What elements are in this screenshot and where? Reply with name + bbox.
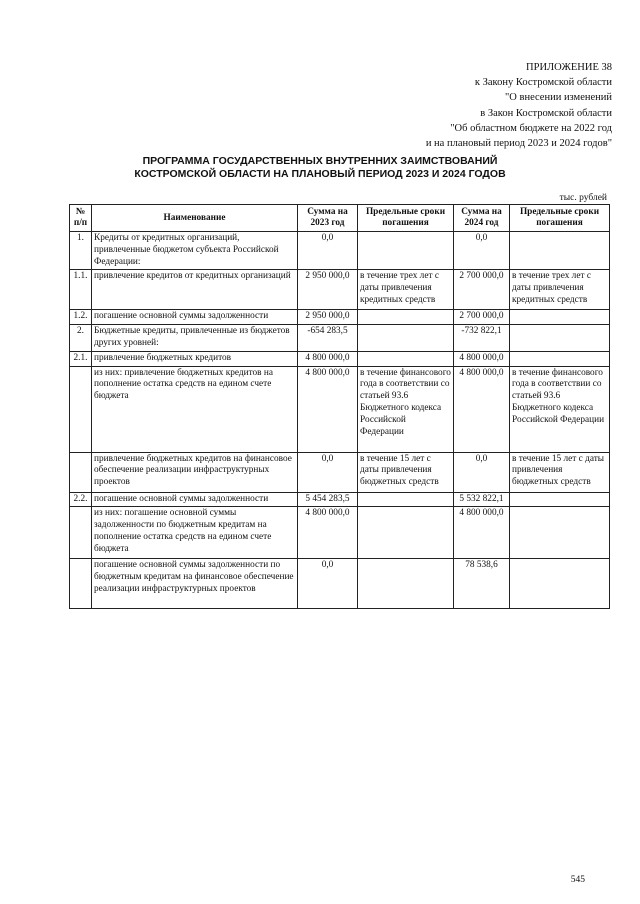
row-name: привлечение бюджетных кредитов (92, 351, 298, 366)
row-term-2024: в течение трех лет с даты привлечения кредитных средств (510, 270, 610, 310)
row-sum-2023: 0,0 (298, 232, 358, 270)
row-term-2024 (510, 325, 610, 352)
row-term-2023: в течение финансового года в соответствии со статьей 93.6 Бюджетного кодекса Российской Федерации (358, 366, 454, 452)
table-row (70, 559, 610, 609)
row-term-2023 (358, 325, 454, 352)
row-term-2023 (358, 559, 454, 609)
row-term-2024 (510, 559, 610, 609)
header-term-2023: Предельные сроки погашения (358, 205, 454, 232)
row-sum-2024: 0,0 (454, 452, 510, 492)
row-name: Кредиты от кредитных организаций, привлеченные бюджетом субъекта Российской Федерации: (92, 232, 298, 270)
row-term-2024: в течение 15 лет с даты привлечения бюджетных средств (510, 452, 610, 492)
appendix-header (426, 60, 612, 151)
table-row (70, 507, 610, 559)
table-row (70, 492, 610, 507)
row-name: привлечение бюджетных кредитов на финансовое обеспечение реализации инфраструктурных проектов (92, 452, 298, 492)
row-term-2023 (358, 507, 454, 559)
document-title-line-1: ПРОГРАММА ГОСУДАРСТВЕННЫХ ВНУТРЕННИХ ЗАИМСТВОВАНИЙ (142, 155, 498, 167)
table-row (70, 310, 610, 325)
row-sum-2024: 2 700 000,0 (454, 270, 510, 310)
header-num: № п/п (70, 205, 92, 232)
row-number: 2.2. (70, 492, 92, 507)
row-term-2024 (510, 507, 610, 559)
row-term-2023 (358, 351, 454, 366)
appendix-number: ПРИЛОЖЕНИЕ 38 (526, 62, 612, 73)
row-number (70, 452, 92, 492)
row-number: 1.1. (70, 270, 92, 310)
row-sum-2024: -732 822,1 (454, 325, 510, 352)
row-term-2024 (510, 310, 610, 325)
header-name: Наименование (92, 205, 298, 232)
row-number (70, 559, 92, 609)
row-sum-2024: 0,0 (454, 232, 510, 270)
row-sum-2024: 4 800 000,0 (454, 351, 510, 366)
row-sum-2023: -654 283,5 (298, 325, 358, 352)
table-row (70, 366, 610, 452)
row-term-2024 (510, 232, 610, 270)
row-term-2023: в течение 15 лет с даты привлечения бюджетных средств (358, 452, 454, 492)
row-number: 1. (70, 232, 92, 270)
row-sum-2023: 2 950 000,0 (298, 310, 358, 325)
table-row (70, 325, 610, 352)
row-sum-2024: 4 800 000,0 (454, 366, 510, 452)
row-name: из них: привлечение бюджетных кредитов на пополнение остатка средств на едином счете бюджета (92, 366, 298, 452)
row-name: погашение основной суммы задолженности (92, 492, 298, 507)
row-sum-2024: 78 538,6 (454, 559, 510, 609)
table-row (70, 270, 610, 310)
appendix-law-ref: к Закону Костромской области (474, 77, 612, 89)
row-sum-2024: 5 532 822,1 (454, 492, 510, 507)
borrowing-program-table (69, 204, 610, 609)
row-sum-2023: 0,0 (298, 559, 358, 609)
row-name: привлечение кредитов от кредитных организаций (92, 270, 298, 310)
document-title (0, 155, 640, 181)
row-term-2024 (510, 351, 610, 366)
row-sum-2023: 2 950 000,0 (298, 270, 358, 310)
row-name: Бюджетные кредиты, привлеченные из бюджетов других уровней: (92, 325, 298, 352)
appendix-law-title-1: "О внесении изменений (505, 92, 612, 104)
row-number (70, 366, 92, 452)
table-row (70, 351, 610, 366)
header-term-2024: Предельные сроки погашения (510, 205, 610, 232)
row-name: погашение основной суммы задолженности (92, 310, 298, 325)
row-sum-2024: 4 800 000,0 (454, 507, 510, 559)
row-sum-2024: 2 700 000,0 (454, 310, 510, 325)
row-name: погашение основной суммы задолженности по бюджетным кредитам на финансовое обеспечение реализации инфраструктурных проектов (92, 559, 298, 609)
row-number: 2. (70, 325, 92, 352)
row-sum-2023: 0,0 (298, 452, 358, 492)
row-sum-2023: 4 800 000,0 (298, 507, 358, 559)
appendix-law-title-3: "Об областном бюджете на 2022 год (450, 122, 612, 134)
page-number: 545 (570, 875, 585, 885)
table-row (70, 232, 610, 270)
row-term-2023: в течение трех лет с даты привлечения кредитных средств (358, 270, 454, 310)
table-header-row (70, 205, 610, 232)
appendix-law-title-2: в Закон Костромской области (480, 107, 612, 119)
row-sum-2023: 4 800 000,0 (298, 366, 358, 452)
appendix-law-title-4: и на плановый период 2023 и 2024 годов" (425, 138, 612, 150)
row-term-2024: в течение финансового года в соответствии со статьей 93.6 Бюджетного кодекса Российской Федерации (510, 366, 610, 452)
row-term-2024 (510, 492, 610, 507)
row-number: 1.2. (70, 310, 92, 325)
row-name: из них: погашение основной суммы задолженности по бюджетным кредитам на пополнение остатка средств на едином счете бюджета (92, 507, 298, 559)
row-term-2023 (358, 310, 454, 325)
document-title-line-2: КОСТРОМСКОЙ ОБЛАСТИ НА ПЛАНОВЫЙ ПЕРИОД 2023 И 2024 ГОДОВ (134, 168, 506, 180)
row-sum-2023: 5 454 283,5 (298, 492, 358, 507)
units-label: тыс. рублей (559, 193, 607, 203)
header-sum-2024: Сумма на 2024 год (454, 205, 510, 232)
row-number (70, 507, 92, 559)
row-term-2023 (358, 232, 454, 270)
row-number: 2.1. (70, 351, 92, 366)
table-row (70, 452, 610, 492)
header-sum-2023: Сумма на 2023 год (298, 205, 358, 232)
row-term-2023 (358, 492, 454, 507)
row-sum-2023: 4 800 000,0 (298, 351, 358, 366)
